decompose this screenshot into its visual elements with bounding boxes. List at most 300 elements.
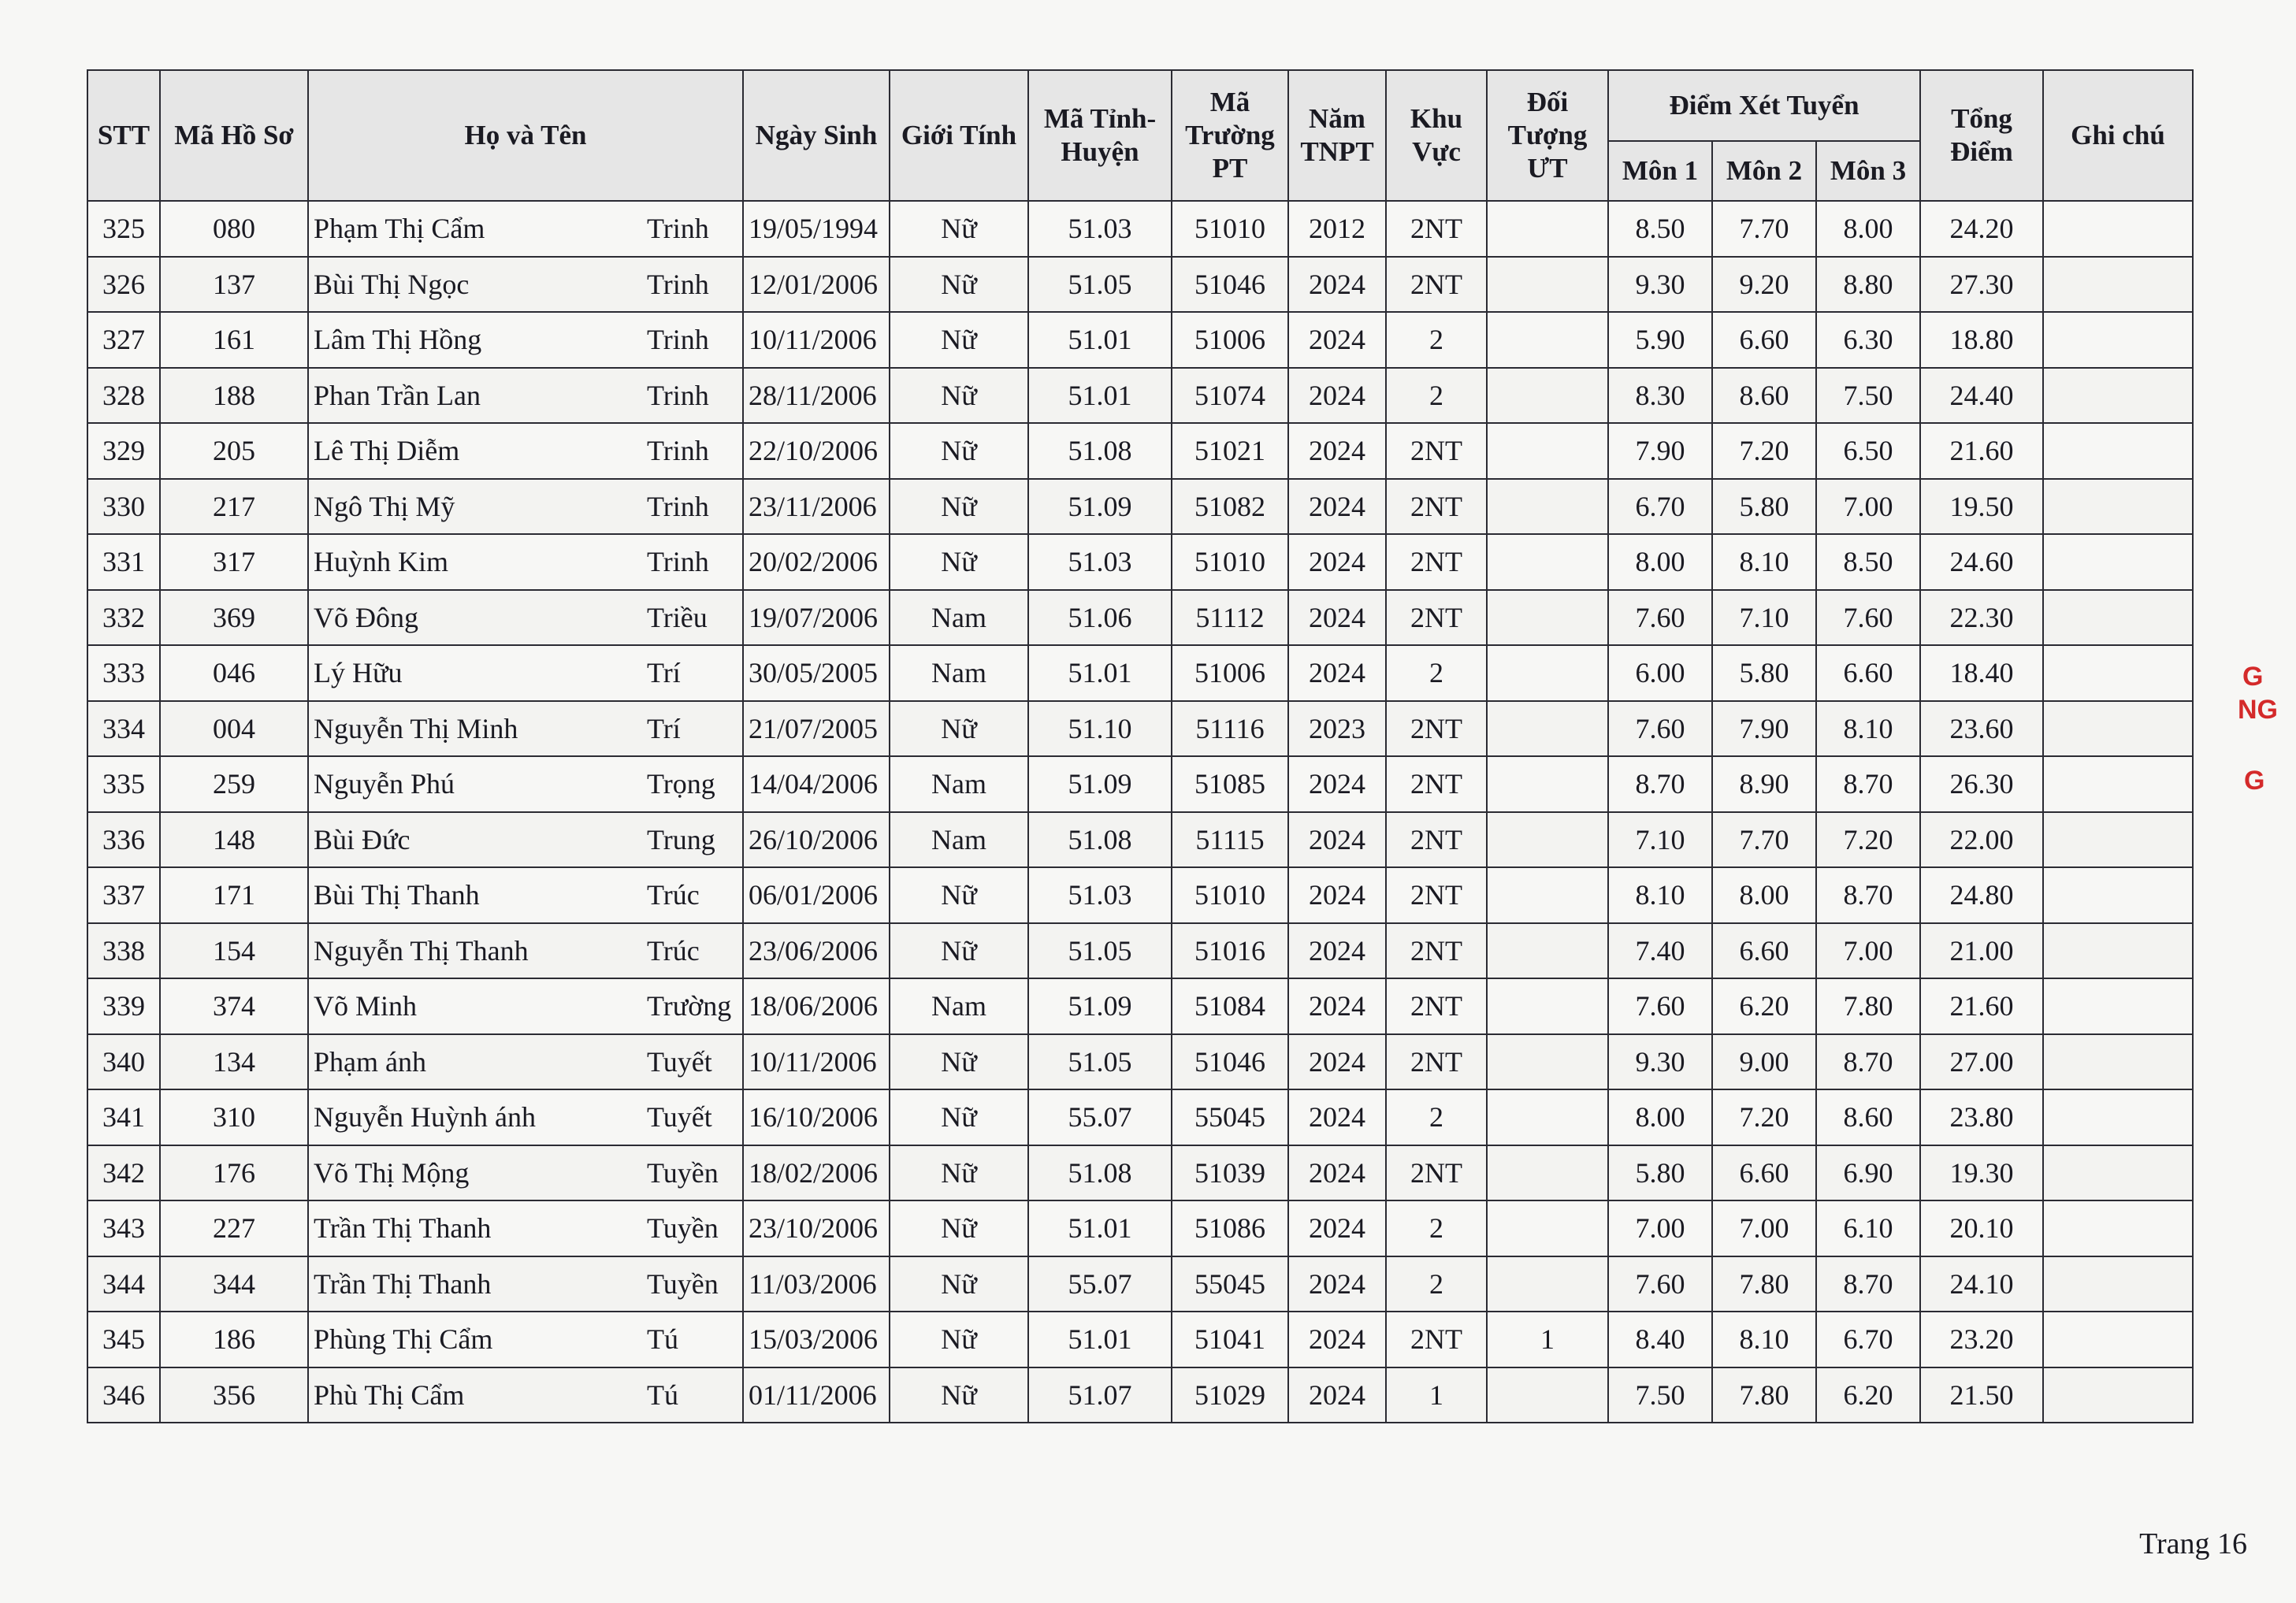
cell-ma-truong-pt: 51046 xyxy=(1172,1034,1288,1090)
cell-stt: 328 xyxy=(87,368,160,424)
cell-ngay-sinh: 28/11/2006 xyxy=(743,368,890,424)
cell-ten: Trí xyxy=(642,645,743,701)
cell-ten: Trinh xyxy=(642,423,743,479)
cell-ma-tinh-huyen: 51.05 xyxy=(1028,923,1172,979)
cell-stt: 342 xyxy=(87,1145,160,1201)
cell-ghi-chu xyxy=(2043,257,2193,313)
cell-ngay-sinh: 10/11/2006 xyxy=(743,312,890,368)
cell-khu-vuc: 2 xyxy=(1386,312,1487,368)
cell-ho-dem: Lê Thị Diễm xyxy=(308,423,642,479)
cell-gioi-tinh: Nữ xyxy=(890,701,1028,757)
cell-ngay-sinh: 20/02/2006 xyxy=(743,534,890,590)
cell-stt: 336 xyxy=(87,812,160,868)
cell-nam-tnpt: 2024 xyxy=(1288,1145,1386,1201)
cell-ten: Trung xyxy=(642,812,743,868)
cell-gioi-tinh: Nam xyxy=(890,590,1028,646)
cell-ma-ho-so: 004 xyxy=(160,701,308,757)
cell-ngay-sinh: 10/11/2006 xyxy=(743,1034,890,1090)
cell-nam-tnpt: 2023 xyxy=(1288,701,1386,757)
cell-ma-tinh-huyen: 51.01 xyxy=(1028,1200,1172,1256)
cell-ma-tinh-huyen: 51.01 xyxy=(1028,368,1172,424)
cell-mon-2: 6.60 xyxy=(1712,312,1816,368)
cell-nam-tnpt: 2024 xyxy=(1288,257,1386,313)
cell-gioi-tinh: Nữ xyxy=(890,1089,1028,1145)
table-row xyxy=(87,756,2193,812)
cell-mon-3: 7.50 xyxy=(1816,368,1920,424)
table-row xyxy=(87,867,2193,923)
cell-stt: 343 xyxy=(87,1200,160,1256)
cell-mon-3: 7.00 xyxy=(1816,923,1920,979)
cell-mon-2: 7.20 xyxy=(1712,423,1816,479)
cell-ngay-sinh: 12/01/2006 xyxy=(743,257,890,313)
cell-mon-2: 6.60 xyxy=(1712,1145,1816,1201)
cell-ma-truong-pt: 51084 xyxy=(1172,978,1288,1034)
header-mon-3: Môn 3 xyxy=(1816,141,1920,201)
header-tong-diem: Tổng Điểm xyxy=(1920,70,2043,201)
cell-doi-tuong-ut xyxy=(1487,978,1608,1034)
cell-ghi-chu xyxy=(2043,978,2193,1034)
cell-stt: 341 xyxy=(87,1089,160,1145)
red-stamp-fragment xyxy=(2238,599,2296,796)
cell-nam-tnpt: 2024 xyxy=(1288,645,1386,701)
cell-ngay-sinh: 19/07/2006 xyxy=(743,590,890,646)
cell-ghi-chu xyxy=(2043,867,2193,923)
cell-gioi-tinh: Nữ xyxy=(890,534,1028,590)
cell-ho-dem: Bùi Thị Thanh xyxy=(308,867,642,923)
cell-gioi-tinh: Nữ xyxy=(890,1145,1028,1201)
cell-ma-ho-so: 188 xyxy=(160,368,308,424)
cell-ma-tinh-huyen: 51.03 xyxy=(1028,867,1172,923)
cell-doi-tuong-ut xyxy=(1487,201,1608,257)
cell-ngay-sinh: 23/06/2006 xyxy=(743,923,890,979)
cell-mon-3: 6.20 xyxy=(1816,1367,1920,1423)
cell-ma-ho-so: 344 xyxy=(160,1256,308,1312)
cell-nam-tnpt: 2024 xyxy=(1288,1367,1386,1423)
cell-ten: Tuyền xyxy=(642,1200,743,1256)
cell-mon-1: 9.30 xyxy=(1608,257,1712,313)
cell-ma-truong-pt: 51021 xyxy=(1172,423,1288,479)
cell-khu-vuc: 2NT xyxy=(1386,479,1487,535)
table-row xyxy=(87,978,2193,1034)
cell-nam-tnpt: 2024 xyxy=(1288,368,1386,424)
cell-ma-tinh-huyen: 55.07 xyxy=(1028,1089,1172,1145)
cell-tong-diem: 22.00 xyxy=(1920,812,2043,868)
cell-ngay-sinh: 19/05/1994 xyxy=(743,201,890,257)
cell-ma-truong-pt: 51085 xyxy=(1172,756,1288,812)
cell-mon-3: 8.70 xyxy=(1816,867,1920,923)
table-row xyxy=(87,1034,2193,1090)
cell-doi-tuong-ut xyxy=(1487,923,1608,979)
cell-ma-tinh-huyen: 55.07 xyxy=(1028,1256,1172,1312)
cell-khu-vuc: 2NT xyxy=(1386,201,1487,257)
cell-tong-diem: 19.50 xyxy=(1920,479,2043,535)
cell-ten: Tuyết xyxy=(642,1034,743,1090)
cell-ten: Trinh xyxy=(642,257,743,313)
cell-ho-dem: Lâm Thị Hồng xyxy=(308,312,642,368)
cell-stt: 329 xyxy=(87,423,160,479)
cell-mon-1: 7.90 xyxy=(1608,423,1712,479)
stamp-text-1: G xyxy=(2242,662,2264,692)
cell-mon-2: 7.10 xyxy=(1712,590,1816,646)
cell-ghi-chu xyxy=(2043,1256,2193,1312)
cell-mon-2: 5.80 xyxy=(1712,479,1816,535)
cell-ma-truong-pt: 51041 xyxy=(1172,1312,1288,1367)
cell-stt: 332 xyxy=(87,590,160,646)
cell-ma-truong-pt: 51039 xyxy=(1172,1145,1288,1201)
cell-doi-tuong-ut xyxy=(1487,701,1608,757)
cell-ten: Trinh xyxy=(642,312,743,368)
cell-mon-1: 7.40 xyxy=(1608,923,1712,979)
cell-ma-truong-pt: 55045 xyxy=(1172,1089,1288,1145)
cell-ngay-sinh: 23/11/2006 xyxy=(743,479,890,535)
cell-doi-tuong-ut xyxy=(1487,812,1608,868)
cell-khu-vuc: 2NT xyxy=(1386,812,1487,868)
cell-ma-truong-pt: 51016 xyxy=(1172,923,1288,979)
header-ma-tinh-huyen: Mã Tỉnh-Huyện xyxy=(1028,70,1172,201)
cell-mon-2: 7.80 xyxy=(1712,1256,1816,1312)
cell-doi-tuong-ut xyxy=(1487,756,1608,812)
cell-doi-tuong-ut xyxy=(1487,1200,1608,1256)
cell-gioi-tinh: Nam xyxy=(890,978,1028,1034)
cell-ma-truong-pt: 51010 xyxy=(1172,201,1288,257)
cell-mon-1: 6.00 xyxy=(1608,645,1712,701)
cell-gioi-tinh: Nữ xyxy=(890,479,1028,535)
cell-ngay-sinh: 11/03/2006 xyxy=(743,1256,890,1312)
cell-stt: 331 xyxy=(87,534,160,590)
cell-mon-1: 8.30 xyxy=(1608,368,1712,424)
cell-nam-tnpt: 2024 xyxy=(1288,1312,1386,1367)
cell-ten: Tuyền xyxy=(642,1256,743,1312)
cell-ma-ho-so: 310 xyxy=(160,1089,308,1145)
cell-ma-truong-pt: 51115 xyxy=(1172,812,1288,868)
cell-tong-diem: 26.30 xyxy=(1920,756,2043,812)
cell-doi-tuong-ut xyxy=(1487,479,1608,535)
cell-stt: 345 xyxy=(87,1312,160,1367)
cell-khu-vuc: 2 xyxy=(1386,368,1487,424)
cell-mon-2: 8.00 xyxy=(1712,867,1816,923)
cell-gioi-tinh: Nữ xyxy=(890,201,1028,257)
cell-mon-3: 7.80 xyxy=(1816,978,1920,1034)
cell-ma-tinh-huyen: 51.09 xyxy=(1028,479,1172,535)
cell-gioi-tinh: Nữ xyxy=(890,1034,1028,1090)
header-stt: STT xyxy=(87,70,160,201)
cell-mon-2: 6.20 xyxy=(1712,978,1816,1034)
cell-tong-diem: 24.80 xyxy=(1920,867,2043,923)
cell-ten: Trinh xyxy=(642,368,743,424)
cell-mon-1: 8.00 xyxy=(1608,1089,1712,1145)
cell-stt: 337 xyxy=(87,867,160,923)
cell-mon-1: 7.50 xyxy=(1608,1367,1712,1423)
cell-ma-truong-pt: 51112 xyxy=(1172,590,1288,646)
cell-mon-3: 8.70 xyxy=(1816,1256,1920,1312)
cell-mon-1: 8.10 xyxy=(1608,867,1712,923)
cell-nam-tnpt: 2012 xyxy=(1288,201,1386,257)
cell-stt: 335 xyxy=(87,756,160,812)
cell-mon-3: 6.30 xyxy=(1816,312,1920,368)
cell-mon-2: 8.10 xyxy=(1712,1312,1816,1367)
cell-stt: 340 xyxy=(87,1034,160,1090)
cell-mon-3: 8.50 xyxy=(1816,534,1920,590)
cell-stt: 334 xyxy=(87,701,160,757)
cell-ma-tinh-huyen: 51.03 xyxy=(1028,534,1172,590)
cell-ho-dem: Bùi Thị Ngọc xyxy=(308,257,642,313)
cell-ghi-chu xyxy=(2043,645,2193,701)
cell-ngay-sinh: 26/10/2006 xyxy=(743,812,890,868)
cell-khu-vuc: 2NT xyxy=(1386,701,1487,757)
cell-ten: Trinh xyxy=(642,201,743,257)
header-mon-1: Môn 1 xyxy=(1608,141,1712,201)
cell-ten: Triều xyxy=(642,590,743,646)
cell-ho-dem: Phan Trần Lan xyxy=(308,368,642,424)
cell-khu-vuc: 1 xyxy=(1386,1367,1487,1423)
cell-mon-3: 8.00 xyxy=(1816,201,1920,257)
cell-mon-1: 8.40 xyxy=(1608,1312,1712,1367)
cell-ma-tinh-huyen: 51.03 xyxy=(1028,201,1172,257)
table-row xyxy=(87,368,2193,424)
cell-ngay-sinh: 16/10/2006 xyxy=(743,1089,890,1145)
cell-ma-truong-pt: 51010 xyxy=(1172,867,1288,923)
cell-ma-ho-so: 137 xyxy=(160,257,308,313)
cell-tong-diem: 27.30 xyxy=(1920,257,2043,313)
cell-ma-tinh-huyen: 51.05 xyxy=(1028,1034,1172,1090)
cell-mon-2: 7.00 xyxy=(1712,1200,1816,1256)
cell-ma-truong-pt: 51010 xyxy=(1172,534,1288,590)
cell-ma-ho-so: 186 xyxy=(160,1312,308,1367)
cell-gioi-tinh: Nữ xyxy=(890,1256,1028,1312)
header-ma-ho-so: Mã Hồ Sơ xyxy=(160,70,308,201)
cell-ma-ho-so: 134 xyxy=(160,1034,308,1090)
table-body xyxy=(87,201,2193,1423)
cell-ngay-sinh: 18/02/2006 xyxy=(743,1145,890,1201)
table-row xyxy=(87,645,2193,701)
cell-nam-tnpt: 2024 xyxy=(1288,590,1386,646)
cell-ten: Tuyết xyxy=(642,1089,743,1145)
cell-ho-dem: Nguyễn Thị Minh xyxy=(308,701,642,757)
cell-ma-truong-pt: 55045 xyxy=(1172,1256,1288,1312)
cell-ghi-chu xyxy=(2043,1034,2193,1090)
cell-mon-1: 6.70 xyxy=(1608,479,1712,535)
cell-ma-ho-so: 154 xyxy=(160,923,308,979)
cell-mon-1: 5.90 xyxy=(1608,312,1712,368)
cell-ma-tinh-huyen: 51.10 xyxy=(1028,701,1172,757)
cell-ho-dem: Võ Minh xyxy=(308,978,642,1034)
cell-gioi-tinh: Nữ xyxy=(890,1200,1028,1256)
cell-ma-ho-so: 227 xyxy=(160,1200,308,1256)
cell-stt: 326 xyxy=(87,257,160,313)
cell-ma-ho-so: 171 xyxy=(160,867,308,923)
cell-stt: 327 xyxy=(87,312,160,368)
table-row xyxy=(87,479,2193,535)
cell-khu-vuc: 2NT xyxy=(1386,1312,1487,1367)
cell-ho-dem: Võ Thị Mộng xyxy=(308,1145,642,1201)
header-nam-tnpt: Năm TNPT xyxy=(1288,70,1386,201)
cell-mon-3: 6.50 xyxy=(1816,423,1920,479)
cell-khu-vuc: 2NT xyxy=(1386,756,1487,812)
cell-doi-tuong-ut xyxy=(1487,867,1608,923)
cell-doi-tuong-ut xyxy=(1487,257,1608,313)
cell-tong-diem: 21.60 xyxy=(1920,423,2043,479)
cell-ma-tinh-huyen: 51.01 xyxy=(1028,312,1172,368)
cell-mon-1: 7.60 xyxy=(1608,701,1712,757)
cell-gioi-tinh: Nữ xyxy=(890,1367,1028,1423)
cell-ghi-chu xyxy=(2043,1200,2193,1256)
cell-ten: Trúc xyxy=(642,867,743,923)
cell-ho-dem: Phù Thị Cẩm xyxy=(308,1367,642,1423)
cell-khu-vuc: 2NT xyxy=(1386,257,1487,313)
cell-gioi-tinh: Nữ xyxy=(890,1312,1028,1367)
cell-ma-tinh-huyen: 51.09 xyxy=(1028,756,1172,812)
cell-ngay-sinh: 06/01/2006 xyxy=(743,867,890,923)
cell-gioi-tinh: Nam xyxy=(890,645,1028,701)
cell-tong-diem: 19.30 xyxy=(1920,1145,2043,1201)
table-row xyxy=(87,701,2193,757)
cell-mon-3: 8.60 xyxy=(1816,1089,1920,1145)
cell-ma-ho-so: 369 xyxy=(160,590,308,646)
cell-mon-3: 8.10 xyxy=(1816,701,1920,757)
cell-ma-truong-pt: 51082 xyxy=(1172,479,1288,535)
cell-khu-vuc: 2NT xyxy=(1386,423,1487,479)
cell-ngay-sinh: 30/05/2005 xyxy=(743,645,890,701)
cell-khu-vuc: 2NT xyxy=(1386,1034,1487,1090)
cell-gioi-tinh: Nữ xyxy=(890,368,1028,424)
table-row xyxy=(87,1367,2193,1423)
cell-khu-vuc: 2NT xyxy=(1386,1145,1487,1201)
cell-mon-3: 6.10 xyxy=(1816,1200,1920,1256)
cell-ghi-chu xyxy=(2043,312,2193,368)
cell-mon-2: 9.00 xyxy=(1712,1034,1816,1090)
cell-tong-diem: 24.20 xyxy=(1920,201,2043,257)
cell-ghi-chu xyxy=(2043,479,2193,535)
cell-mon-2: 9.20 xyxy=(1712,257,1816,313)
cell-ho-dem: Nguyễn Huỳnh ánh xyxy=(308,1089,642,1145)
cell-stt: 325 xyxy=(87,201,160,257)
cell-ho-dem: Nguyễn Phú xyxy=(308,756,642,812)
cell-ngay-sinh: 01/11/2006 xyxy=(743,1367,890,1423)
cell-mon-2: 8.90 xyxy=(1712,756,1816,812)
cell-ghi-chu xyxy=(2043,201,2193,257)
cell-mon-3: 7.60 xyxy=(1816,590,1920,646)
cell-ma-truong-pt: 51086 xyxy=(1172,1200,1288,1256)
cell-tong-diem: 20.10 xyxy=(1920,1200,2043,1256)
cell-mon-2: 6.60 xyxy=(1712,923,1816,979)
cell-tong-diem: 24.10 xyxy=(1920,1256,2043,1312)
cell-ho-dem: Bùi Đức xyxy=(308,812,642,868)
cell-stt: 330 xyxy=(87,479,160,535)
cell-nam-tnpt: 2024 xyxy=(1288,312,1386,368)
cell-gioi-tinh: Nữ xyxy=(890,923,1028,979)
cell-ma-truong-pt: 51046 xyxy=(1172,257,1288,313)
cell-khu-vuc: 2 xyxy=(1386,1089,1487,1145)
cell-mon-3: 6.70 xyxy=(1816,1312,1920,1367)
cell-mon-1: 9.30 xyxy=(1608,1034,1712,1090)
cell-ten: Tú xyxy=(642,1367,743,1423)
cell-ghi-chu xyxy=(2043,812,2193,868)
cell-ngay-sinh: 14/04/2006 xyxy=(743,756,890,812)
cell-khu-vuc: 2NT xyxy=(1386,978,1487,1034)
cell-ma-ho-so: 148 xyxy=(160,812,308,868)
cell-mon-3: 8.80 xyxy=(1816,257,1920,313)
cell-tong-diem: 21.60 xyxy=(1920,978,2043,1034)
cell-ten: Trọng xyxy=(642,756,743,812)
header-khu-vuc: Khu Vực xyxy=(1386,70,1487,201)
cell-mon-1: 8.50 xyxy=(1608,201,1712,257)
cell-ma-truong-pt: 51074 xyxy=(1172,368,1288,424)
cell-ten: Tú xyxy=(642,1312,743,1367)
cell-mon-2: 8.10 xyxy=(1712,534,1816,590)
cell-gioi-tinh: Nữ xyxy=(890,423,1028,479)
table-row xyxy=(87,923,2193,979)
cell-ho-dem: Huỳnh Kim xyxy=(308,534,642,590)
cell-ghi-chu xyxy=(2043,590,2193,646)
cell-ma-truong-pt: 51006 xyxy=(1172,645,1288,701)
cell-ma-tinh-huyen: 51.08 xyxy=(1028,1145,1172,1201)
cell-ghi-chu xyxy=(2043,701,2193,757)
cell-doi-tuong-ut xyxy=(1487,645,1608,701)
cell-doi-tuong-ut xyxy=(1487,534,1608,590)
cell-tong-diem: 21.50 xyxy=(1920,1367,2043,1423)
cell-mon-2: 7.80 xyxy=(1712,1367,1816,1423)
cell-doi-tuong-ut xyxy=(1487,590,1608,646)
cell-ghi-chu xyxy=(2043,368,2193,424)
cell-ngay-sinh: 23/10/2006 xyxy=(743,1200,890,1256)
cell-ho-dem: Phạm ánh xyxy=(308,1034,642,1090)
header-ngay-sinh: Ngày Sinh xyxy=(743,70,890,201)
cell-mon-1: 7.60 xyxy=(1608,590,1712,646)
cell-gioi-tinh: Nam xyxy=(890,756,1028,812)
cell-doi-tuong-ut xyxy=(1487,1089,1608,1145)
header-mon-2: Môn 2 xyxy=(1712,141,1816,201)
cell-khu-vuc: 2NT xyxy=(1386,534,1487,590)
table-row xyxy=(87,1089,2193,1145)
cell-ngay-sinh: 21/07/2005 xyxy=(743,701,890,757)
cell-ten: Trúc xyxy=(642,923,743,979)
cell-mon-3: 8.70 xyxy=(1816,756,1920,812)
cell-ho-dem: Nguyễn Thị Thanh xyxy=(308,923,642,979)
admission-results-table xyxy=(87,69,2194,1423)
cell-ghi-chu xyxy=(2043,1367,2193,1423)
cell-tong-diem: 18.40 xyxy=(1920,645,2043,701)
cell-ma-ho-so: 259 xyxy=(160,756,308,812)
cell-ten: Trí xyxy=(642,701,743,757)
cell-nam-tnpt: 2024 xyxy=(1288,756,1386,812)
cell-mon-1: 7.60 xyxy=(1608,1256,1712,1312)
cell-ma-tinh-huyen: 51.01 xyxy=(1028,645,1172,701)
cell-mon-3: 8.70 xyxy=(1816,1034,1920,1090)
cell-ho-dem: Trần Thị Thanh xyxy=(308,1256,642,1312)
cell-ten: Trinh xyxy=(642,534,743,590)
cell-gioi-tinh: Nam xyxy=(890,812,1028,868)
cell-mon-3: 7.00 xyxy=(1816,479,1920,535)
cell-nam-tnpt: 2024 xyxy=(1288,1200,1386,1256)
cell-stt: 346 xyxy=(87,1367,160,1423)
cell-nam-tnpt: 2024 xyxy=(1288,978,1386,1034)
cell-tong-diem: 18.80 xyxy=(1920,312,2043,368)
cell-nam-tnpt: 2024 xyxy=(1288,1089,1386,1145)
cell-mon-2: 7.70 xyxy=(1712,201,1816,257)
cell-mon-3: 6.60 xyxy=(1816,645,1920,701)
cell-ma-ho-so: 080 xyxy=(160,201,308,257)
table-row xyxy=(87,1256,2193,1312)
header-ghi-chu: Ghi chú xyxy=(2043,70,2193,201)
cell-doi-tuong-ut xyxy=(1487,1145,1608,1201)
cell-nam-tnpt: 2024 xyxy=(1288,812,1386,868)
table-row xyxy=(87,1312,2193,1367)
cell-ma-ho-so: 046 xyxy=(160,645,308,701)
cell-ghi-chu xyxy=(2043,756,2193,812)
cell-ho-dem: Phùng Thị Cẩm xyxy=(308,1312,642,1367)
cell-mon-2: 7.70 xyxy=(1712,812,1816,868)
cell-ma-ho-so: 176 xyxy=(160,1145,308,1201)
